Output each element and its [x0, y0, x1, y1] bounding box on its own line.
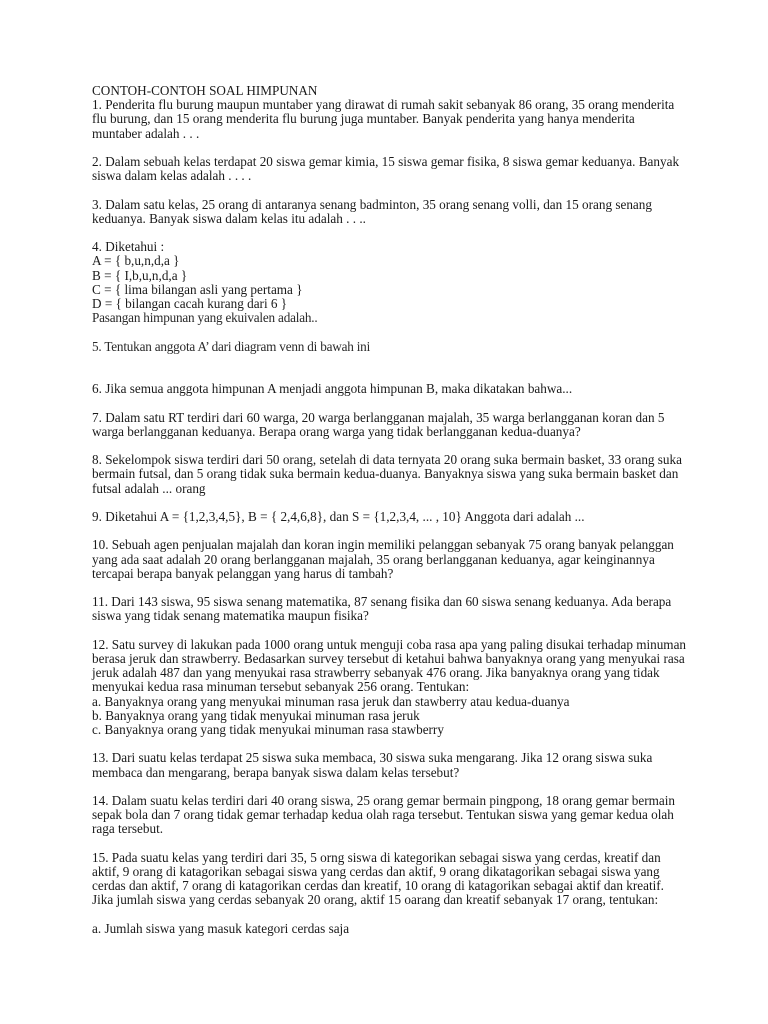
question-line: 12. Satu survey di lakukan pada 1000 orang untuk menguji coba rasa apa yang paling disukai terhadap minuman — [92, 636, 687, 652]
question-line: 2. Dalam sebuah kelas terdapat 20 siswa gemar kimia, 15 siswa gemar fisika, 8 siswa gemar keduanya. Banyak — [92, 154, 680, 169]
question-item — [92, 922, 732, 936]
question-line: B = { I,b,u,n,d,a } — [92, 267, 188, 283]
question-line: yang ada saat adalah 20 orang berlangganan majalah, 35 orang berlangganan keduanya, agar keinginannya — [92, 551, 655, 567]
question-line: jeruk adalah 487 dan yang menyukai rasa strawberry sebanyak 476 orang. Jika banyaknya orang yang tidak — [92, 665, 660, 681]
question-list — [92, 98, 732, 936]
question-line: Jika jumlah siswa yang cerdas sebanyak 20 orang, aktif 15 oarang dan kreatif sebanyak 17 orang, tentukan: — [92, 892, 659, 908]
question-line: a. Jumlah siswa yang masuk kategori cerdas saja — [92, 920, 350, 936]
question-line: 10. Sebuah agen penjualan majalah dan koran ingin memiliki pelanggan sebanyak 75 orang banyak pelanggan — [92, 537, 674, 553]
question-item — [92, 794, 732, 837]
question-item — [92, 340, 732, 354]
question-item — [92, 240, 732, 325]
question-item — [92, 411, 732, 439]
question-line: warga berlangganan keduanya. Berapa orang warga yang tidak berlangganan kedua-duanya? — [92, 423, 581, 439]
question-line: 1. Penderita flu burung maupun muntaber yang dirawat di rumah sakit sebanyak 86 orang, 35 orang menderita — [92, 97, 675, 113]
question-item — [92, 595, 732, 623]
question-item — [92, 98, 732, 141]
question-item — [92, 751, 732, 779]
question-line: muntaber adalah . . . — [92, 125, 200, 141]
question-line: Pasangan himpunan yang ekuivalen adalah.. — [92, 310, 318, 326]
question-line: 8. Sekelompok siswa terdiri dari 50 orang, setelah di data ternyata 20 orang suka bermain basket, 33 orang suka — [92, 452, 682, 468]
question-item — [92, 510, 732, 524]
question-line: D = { bilangan cacah kurang dari 6 } — [92, 296, 288, 311]
question-line: 4. Diketahui : — [92, 239, 165, 255]
question-line: 7. Dalam satu RT terdiri dari 60 warga, 20 warga berlangganan majalah, 35 warga berlangganan koran dan 5 — [92, 409, 665, 425]
question-line: C = { lima bilangan asli yang pertama } — [92, 281, 303, 297]
question-item — [92, 155, 732, 183]
document-title — [92, 84, 732, 98]
question-line: cerdas dan aktif, 7 orang di katagorikan cerdas dan kreatif, 10 orang di katagorikan sebagai aktif dan kreatif. — [92, 878, 664, 894]
title-text: CONTOH-CONTOH SOAL HIMPUNAN — [92, 83, 318, 98]
question-line: tercapai berapa banyak pelanggan yang harus di tambah? — [92, 565, 394, 581]
question-line: 6. Jika semua anggota himpunan A menjadi anggota himpunan B, maka dikatakan bahwa... — [92, 381, 573, 397]
question-line: b. Banyaknya orang yang tidak menyukai minuman rasa jeruk — [92, 707, 420, 723]
question-item — [92, 453, 732, 496]
question-line: flu burung, dan 15 orang menderita flu burung juga muntaber. Banyak penderita yang hanya menderita — [92, 111, 635, 127]
question-item — [92, 638, 732, 737]
question-line: siswa dalam kelas adalah . . . . — [92, 168, 252, 184]
question-line: menyukai kedua rasa minuman tersebut sebanyak 256 orang. Tentukan: — [92, 679, 470, 695]
question-line: c. Banyaknya orang yang tidak menyukai minuman rasa stawberry — [92, 721, 444, 737]
question-line: A = { b,u,n,d,a } — [92, 253, 180, 269]
question-line: futsal adalah ... orang — [92, 480, 206, 496]
question-item — [92, 851, 732, 908]
question-line: berasa jeruk dan strawberry. Bedasarkan survey tersebut di ketahui bahwa banyaknya orang yang menyukai rasa — [92, 650, 685, 666]
question-item — [92, 198, 732, 226]
question-line: siswa yang tidak senang matematika maupun fisika? — [92, 608, 369, 624]
question-line: membaca dan mengarang, berapa banyak siswa dalam kelas tersebut? — [92, 764, 460, 780]
question-line: 3. Dalam satu kelas, 25 orang di antaranya senang badminton, 35 orang senang volli, dan 15 orang senang — [92, 196, 652, 212]
question-line: keduanya. Banyak siswa dalam kelas itu adalah . . .. — [92, 210, 366, 226]
question-line: raga tersebut. — [92, 821, 164, 837]
question-line: bermain futsal, dan 5 orang tidak suka bermain kedua-duanya. Banyaknya siswa yang suka bermain basket dan — [92, 466, 679, 482]
question-item — [92, 382, 732, 396]
question-item — [92, 538, 732, 581]
question-line: 13. Dari suatu kelas terdapat 25 siswa suka membaca, 30 siswa suka mengarang. Jika 12 orang siswa suka — [92, 750, 653, 766]
question-line: a. Banyaknya orang yang menyukai minuman rasa jeruk dan stawberry atau kedua-duanya — [92, 693, 570, 709]
question-line: 5. Tentukan anggota A’ dari diagram venn di bawah ini — [92, 338, 371, 354]
question-line: 11. Dari 143 siswa, 95 siswa senang matematika, 87 senang fisika dan 60 siswa senang keduanya. Ada berapa — [92, 594, 672, 610]
question-line: 15. Pada suatu kelas yang terdiri dari 35, 5 orng siswa di kategorikan sebagai siswa yang cerdas, kreatif dan — [92, 849, 661, 865]
question-line: sepak bola dan 7 orang tidak gemar terhadap kedua olah raga tersebut. Tentukan siswa yang gemar kedua olah — [92, 807, 674, 823]
question-line: aktif, 9 orang di katagorikan sebagai siswa yang cerdas dan aktif, 9 orang dikatagorikan sebagai siswa yang — [92, 863, 660, 879]
document-page — [92, 84, 732, 936]
question-line: 9. Diketahui A = {1,2,3,4,5}, B = { 2,4,6,8}, dan S = {1,2,3,4, ... , 10} Anggota dari adalah ... — [92, 508, 585, 524]
question-line: 14. Dalam suatu kelas terdiri dari 40 orang siswa, 25 orang gemar bermain pingpong, 18 orang gemar bermain — [92, 792, 676, 808]
